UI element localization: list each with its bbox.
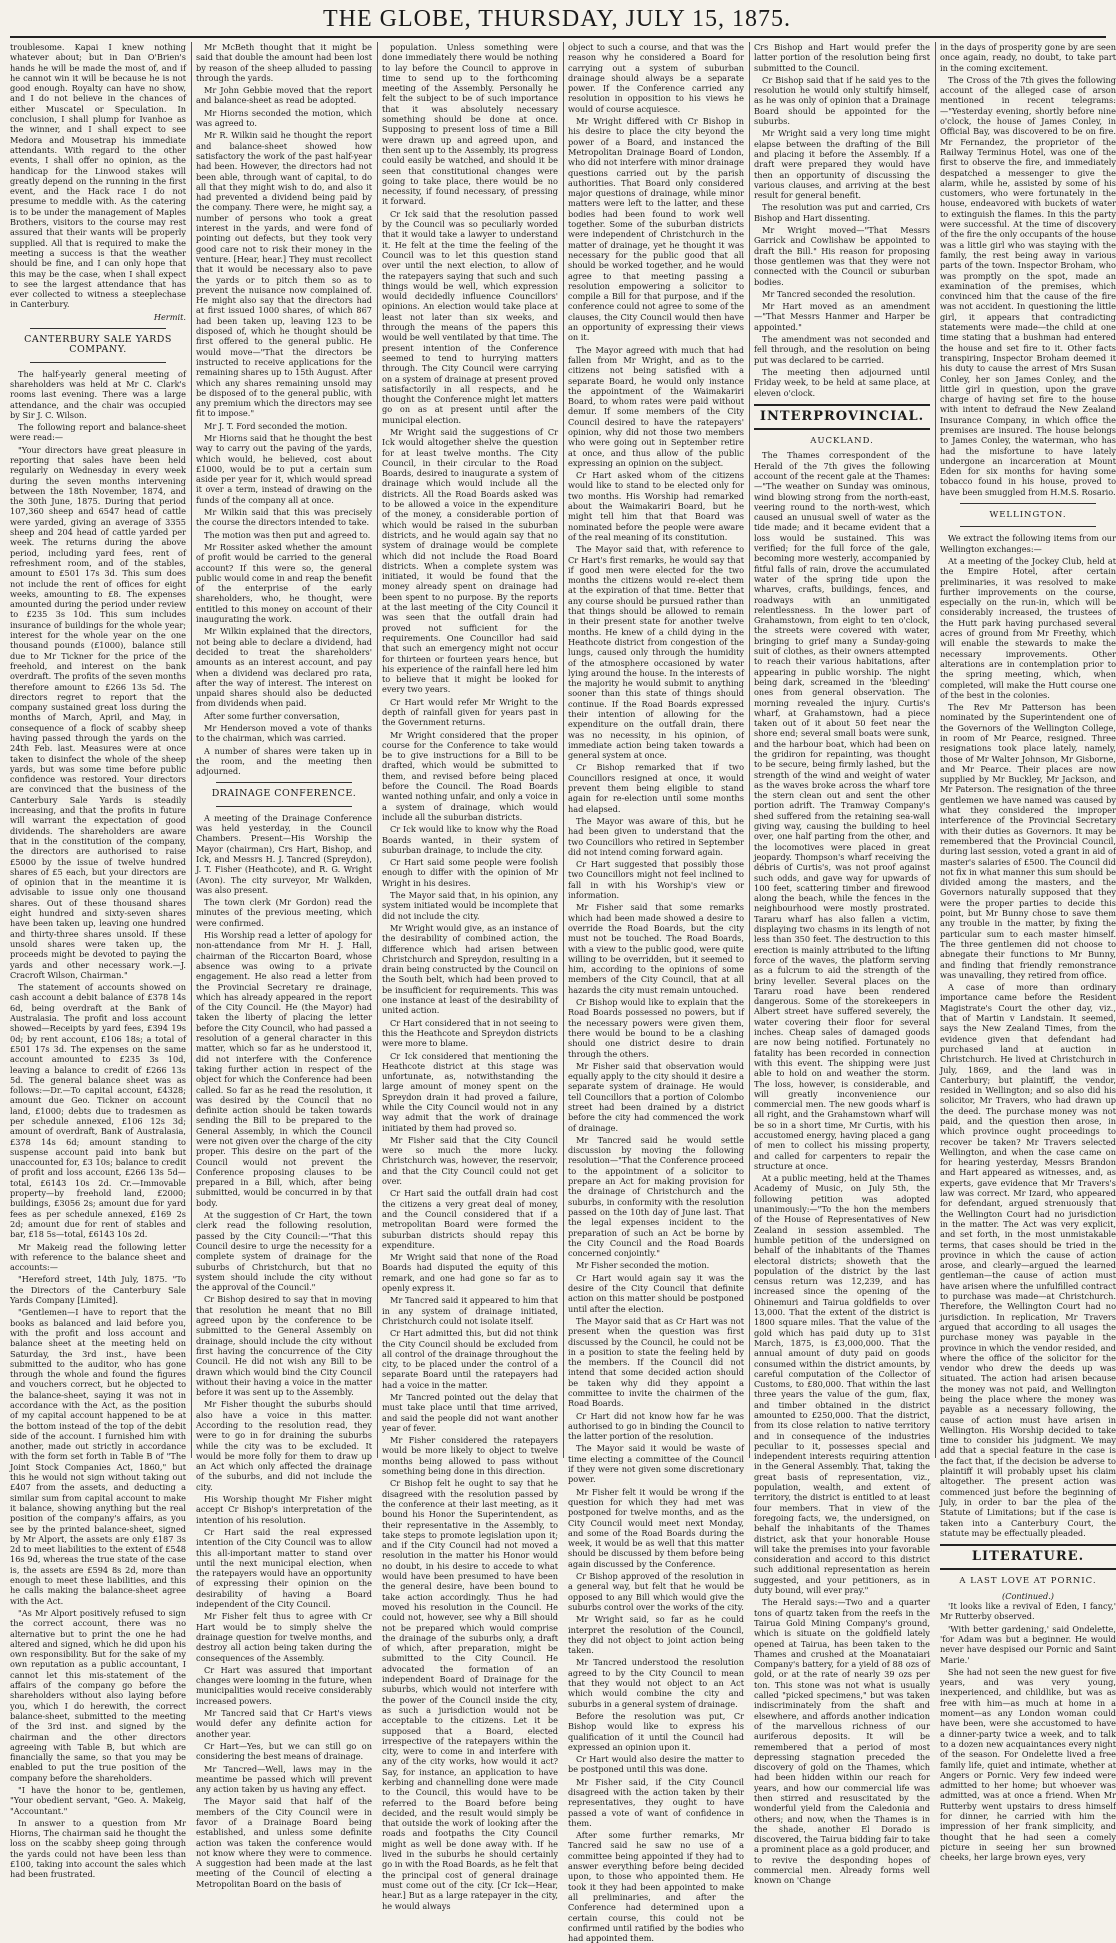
article-paragraph: Cr Bishop approved of the resolution in a general way, but felt that he would be opposed to any Bill which would give the suburbs control over the works of the city. — [568, 1571, 744, 1612]
article-paragraph: Mr Fisher felt thus to agree with Cr Hart would be to simply shelve the drainage question for twelve months, and destroy all action being taken during the consequences of the Assembly. — [196, 1611, 372, 1663]
article-paragraph: The Mayor was aware of this, but he had been given to understand that the two Councillors who retired in September did not intend coming forward again. — [568, 815, 744, 857]
article-paragraph: Cr Bishop said that if he said yes to the resolution he would only stultify himself, as he was only of opinion that a Drainage Board should be appointed for the suburbs. — [754, 74, 930, 127]
article-paragraph: 'With better gardening,' said Ondelette, 'for Adam was but a beginner. He would never have despised our Pornic and Saint Marie.' — [940, 1623, 1116, 1665]
article-paragraph: Cr Hart—Yes, but we can still go on considering the best means of drainage. — [196, 1740, 372, 1762]
article-paragraph: The Cross of the 7th gives the following account of the alleged case of arson mentioned in recent telegrams:—"Yesterday evening, shortly before nine o'clock, the house of James Conley, in Official Bay, was discovered to be on fire. Mr Fernandez, the proprietor of the Railway Terminus Hotel, was one of the first to observe the fire, and immediately despatched a messenger to give the alarm, while he, assisted by some of his customers, who were fortunately in the house, endeavored with buckets of water to extinguish the flames. In this the party were successful. At the time of discovery of the fire the only occupants of the house was a little girl who was staying with the family, the rest being away in various parts of the town. Inspector Broham, who was promptly on the spot, made an examination of the premises, which convinced him that the cause of the fire was not accident. In questioning the little girl, it appears that contradicting statements were made—the child at one time stating that a bushman had entered the house and set fire to it. Other facts transpiring, Inspector Broham deemed it his duty to cause the arrest of Mrs Susan Conley, her son James Conley, and the little girl in question, upon the grave charge of having set fire to the house with intent to defraud the New Zealand Insurance Company, in which office the premises are insured. The house belongs to James Conley, the waterman, who has had the misfortune to have lately undergone an incarceration at Mount Eden for six months for having some tobacco found in his house, proved to have been smuggled from H.M.S. Rosario. — [940, 74, 1116, 497]
section-divider — [30, 362, 166, 363]
article-paragraph: At a meeting of the Jockey Club, held at the Empire Hotel, after certain preliminaries, it was resolved to make further improvements on the course, especially on the run-in, which will be considerably increased, the trustees of the Hutt park having purchased several acres of ground from Mr Freethy, which will enable the stewards to make the necessary improvements. Other alterations are in contemplation prior to the spring meeting, which, when completed, will make the Hutt course one of the best in the colonies. — [940, 555, 1116, 700]
article-paragraph: "Gentlemen—I have to report that the books as balanced and laid before you, with the profit and loss account and balance sheet at the meeting held on Saturday, the 3rd inst., have been submitted to the auditor, who has gone through the whole and found the figures and vouchers correct, but he objected to the balance-sheet, saying it was not in accordance with the Act, as the position of my capital account happened to be at the bottom instead of the top of the debit side of the account. I furnished him with another, made out strictly in accordance with the form set forth in Table B of "The Joint Stock Companies Act, 1860," but this he would not sign without taking out £407 from the assets, and deducting a similar sum from capital account to make it balance, showing anything but the real position of the company's affairs, as you see by the printed balance-sheet, signed by Mr Alport, the assets are only £187 3s 2d to meet liabilities to the extent of £548 16s 9d, whereas the true state of the case is, the assets are £594 8s 2d, more than enough to meet these liabilities, and this he calls making the balance-sheet agree with the Act. — [10, 1307, 186, 1606]
article-paragraph: Mr Tancred said he would settle discussion by moving the following resolution—"That the Conference proceed to the appointment of a solicitor to prepare an Act for making provision for the drainage of Christchurch and the suburbs, in conformity with the resolution passed on the 10th day of June last. That the legal expenses incident to the preparation of such an Act be borne by the City Council and the Road Boards concerned conjointly." — [568, 1134, 744, 1259]
article-paragraph: A number of shares were taken up in the room, and the meeting then adjourned. — [196, 745, 372, 777]
article-paragraph: The Mayor agreed with much that had fallen from Mr Wright, and as to the citizens not being satisfied with a separate Board, he would only instance the appointment of the Waimakariri Board, to whom rates were paid without demur. If some members of the City Council desired to have the ratepayers' opinion, why did not those two members who were going out in September retire at once, and thus allow of the public expressing an opinion on the subject. — [568, 344, 744, 468]
section-heading: INTERPROVINCIAL. — [759, 408, 925, 424]
article-paragraph: The statement of accounts showed on cash account a debit balance of £378 14s 6d, being overdraft at the Bank of Australasia. The profit and loss account showed—Receipts by yard fees, £394 19s 0d; by rent account, £106 18s; a total of £501 17s 3d. The expenses on the same account amounted to £235 3s 10d, leaving a balance to credit of £266 13s 5d. The general balance sheet was as follows:—Dr.—To capital account, £4328; amount due Geo. Tickner on account land, £1000; debts due to tradesmen as per schedule annexed, £106 12s 3d; amount of overdraft, Bank of Australasia, £378 14s 6d; amount standing to suspense account paid into bank but unaccounted for, £3 10s; balance to credit of profit and loss account, £266 13s 5d—total, £6143 10s 2d. Cr.—Immovable property—by freehold land, £2000; buildings, £3056 2s; amount due for yard fees as per schedule annexed, £169 2s 2d; amount due for rent of stables and bar, £18 5s—total, £6143 10s 2d. — [10, 982, 186, 1240]
article-paragraph: Mr Fisher said that observation would equally apply to the city should it desire a separate system of drainage. He would tell Councillors that a portion of Colombo street had been drained by a district before the city had commenced the work of drainage. — [568, 1060, 744, 1133]
article-paragraph: "I have the honor to be, gentlemen, "Your obedient servant, "Geo. A. Makeig, "Accountant." — [10, 1784, 186, 1816]
article-paragraph: The Herald says:—Two and a quarter tons of quartz taken from the reefs in the Tairua Gold Mining Company's ground, which is situate on the goldfield lately opened at Tairua, has been taken to the Thames and crushed at the Moanataiari Company's battery, for a yield of 88 ozs of gold, or at the rate of nearly 39 ozs per ton. This stone was not what is usually called "picked specimens," but was taken indiscriminately from the shaft and elsewhere, and affords another indication of the marvellous richness of our auriferous deposits. It will be remembered that a period of most depressing stagnation preceded the discovery of gold on the Thames, which had been hidden within our reach for years, and how our commercial life was then stirred and resuscitated by the wonderful yield from the Caledonia and others; and now, when the Thames is in the shade, another El Dorado is discovered, the Tairua bidding fair to take a prominent place as a gold producer, and to revive the desponding hopes of commercial men. Already forms well known on 'Change — [754, 1597, 930, 1886]
article-paragraph: After some further remarks, Mr Tancred said he saw no use of a committee being appointed if they had to answer everything before being decided upon, to those who appointed them. He took it they had been appointed to make all preliminaries, and after the Conference had determined upon a certain course, this could not be confirmed until ratified by the bodies who had appointed them. — [568, 1830, 744, 1943]
article-paragraph: His Worship read a letter of apology for non-attendance from Mr H. J. Hall, chairman of the Riccarton Board, whose absence was owing to a private engagement. He also read a letter from the Provincial Secretary re drainage, which has already appeared in the report of the City Council. He (the Mayor) had taken the liberty of placing the letter before the City Council, who had passed a resolution of a general character in this matter, which so far as he understood it, did not interfere with the Conference taking further action in respect of the object for which the Conference had been called. So far as he read the resolution, it was desired by the Council that no definite action should be taken towards sending the Bill to be prepared to the General Assembly, in which the Council were not given over the charge of the city proper. This desire on the part of the Council would not prevent the Conference proposing clauses to be prepared in a Bill, which, after being submitted, would be concurred in by that body. — [196, 930, 372, 1208]
article-paragraph: The Thames correspondent of the Herald of the 7th gives the following account of the recent gale at the Thames:—"The weather on Sunday was ominous, wind blowing strong from the north-east, veering round to the north-west, which caused an unusual swell of water as the tide made; and it became evident that a loss would be sustained. This was verified; for the full force of the gale, becoming more westerly, accompanied by fitful falls of rain, drove the accumulated water of the spring tide upon the wharves, crafts, buildings, fences, and roadways with an unmitigated relentlessness. In the lower part of Grahamstown, from eight to ten o'clock, the streets were covered with water, bringing to grief many a Sunday-going suit of clothes, as their owners attempted to reach their various habitations, after appearing in public worship. The night being dark, screamed in the 'bleeding' ones from general observation. The morning revealed the injury. Curtis's wharf, at Grahamstown, had a piece taken out of it about 50 feet near the shore end; several small boats were sunk, and the harbour boat, which had been on the gridiron for repainting, was thought to be secure, being firmly lashed, but the strength of the wind and weight of water as the waves broke across the wharf tore the stern clean out and sent the other portion adrift. The Tramway Company's shed suffered from the retaining sea-wall giving way, causing the building to heel over, one half parting from the other, and the locomotives were placed in great jeopardy. Thompson's wharf receiving the débris of Curtis's, was not proof against such odds, and gave way for upwards of 100 feet, scattering timber and firewood along the beach, while the fences in the neighbourhood were mostly prostrated. Tararu wharf has also fallen a victim, displaying two chasms in its length of not less than 350 feet. The destruction to this erection is mainly attributed to the lifting force of the waves, the platform serving as a fulcrum to aid the strength of the briny leveller. Several places on the Tararu road have been rendered dangerous. Some of the storekeepers in Albert street have suffered severely, the water covering their floor for several inches. Cheap sales of damaged goods are now being notified. Fortunately no fatality has been recorded in connection with this event. The shipping were just able to hold on and weather the storm. The loss, however, is considerable, and will greatly inconvenience our commercial men. The new goods wharf is all right, and the Grahamstown wharf will be so in a short time, Mr Curtis, with his accustomed energy, having placed a gang of men to collect his missing property, and called for carpenters to repair the structure at once. — [754, 450, 930, 1171]
article-paragraph: The Rev Mr Patterson has been nominated by the Superintendent one of the Governors of the Wellington College, in room of Mr Pearce, resigned. Three resignations took place lately, namely, those of Mr Walter Johnson, Mr Gisborne, and Mr Pearce. Their places are now supplied by Mr Buckley, Mr Jackson, and Mr Paterson. The resignation of the three gentlemen we have named was caused by what they considered the improper interference of the Provincial Secretary with their duties as Governors. It may be remembered that the Provincial Council, during last session, voted a grant in aid of master's salaries of £500. The Council did not fix in what manner this sum should be divided among the masters, and the Governors naturally supposed that they were the proper parties to decide this point, but Mr Bunny chose to save them any trouble in the matter, by fixing the particular sum to each master himself. The three gentlemen did not choose to abnegate their functions to Mr Bunny, and finding that friendly remonstrance was unavailing, they retired from office. — [940, 702, 1116, 980]
article-paragraph: Mr Fisher felt it would be wrong if the question for which they had met was postponed for twelve months, and as the City Council would meet next Monday, and some of the Road Boards during the week, it would be as well that this matter should be discussed by them before being again discussed by the Conference. — [568, 1486, 744, 1569]
article-paragraph: The following report and balance-sheet were read:— — [10, 422, 186, 443]
article-paragraph: Cr Hart said the outfall drain had cost the citizens a very great deal of money, and the Council considered that if a metropolitan Board were formed the suburban districts should repay this expenditure. — [382, 1188, 558, 1250]
article-paragraph: Cr Bishop desired to say that in moving that resolution he meant that no Bill agreed upon by the conference to be submitted to the General Assembly on drainage, should include the city without first having the concurrence of the City Council. He did not wish any Bill to be drawn which would bind the City Council without their having a voice in the matter before it was sent up to the Assembly. — [196, 1294, 372, 1398]
article-paragraph: Cr Bishop felt he ought to say that he disagreed with the resolution passed by the conference at their last meeting, as it bound his Honor the Superintendent, as their representative in the Assembly, to take steps to promote legislation upon it; and if the City Council had not moved a resolution in the matter his Honor would no doubt, in his desire to accede to what would have been presumed to have been the general desire, have been bound to take action accordingly. Thus he had moved his resolution in the Council. He could not, however, see why a Bill should not be prepared which would comprise the drainage of the suburbs only, a draft of which, after preparation, might be submitted to the City Council. He advocated the formation of an independent Board of Drainage for the suburbs, which would not interfere with the power of the Council inside the city, as such a jurisdiction would not be acceptable to the citizens. Let it be supposed that a Board, elected irrespective of the ratepayers within the city, were to come in and interfere with any of the city works, how would it act? Say, for instance, an application to have kerbing and channelling done were made to the Council, this would have to be referred to the Board before being decided, and the result would simply be that outside the work of looking after the roads and footpaths the City Council might as well be done away with. If he lived in the suburbs he should certainly go in with the Road Boards, as he felt that the principal cost of general drainage must come out of the city. [Cr Ick—Hear, hear.] But as a large ratepayer in the city, he would always — [382, 1478, 558, 1911]
article-paragraph: Crs Bishop and Hart would prefer the latter portion of the resolution being first submitted to the Council. — [754, 42, 930, 73]
article-paragraph: 'It looks like a revival of Eden, I fancy,' Mr Rutterby observed. — [940, 1601, 1116, 1622]
column-rule — [377, 42, 378, 1458]
article-paragraph: Mr John Gebbie moved that the report and balance-sheet as read be adopted. — [196, 85, 372, 106]
article-paragraph: We extract the following items from our Wellington exchanges:— — [940, 533, 1116, 554]
column-6 — [940, 42, 1116, 1863]
article-paragraph: Cr Ick considered that mentioning the Heathcote district at this stage was unfortunate, as, notwithstanding the large amount of money spent on the Spreydon drain it had proved a failure, while the City Council would not in any way admit that the work of drainage initiated by them had proved so. — [382, 1050, 558, 1133]
article-paragraph: Mr Fisher considered the ratepayers would be more likely to object to twelve months being allowed to pass without something being done in this direction. — [382, 1435, 558, 1477]
article-paragraph: Cr Ick would like to know why the Road Boards wanted, in their system of suburban drainage, to include the city. — [382, 824, 558, 855]
article-paragraph: Cr Hart did not know how far he was authorised to go in binding the Council to the latter portion of the resolution. — [568, 1410, 744, 1442]
section-heading: DRAINAGE CONFERENCE. — [211, 788, 357, 800]
article-paragraph: Cr Hart suggested that possibly those two Councillors might not feel inclined to fall in with his Worship's view or information. — [568, 859, 744, 901]
article-paragraph: Cr Hart admitted this, but did not think the City Council should be excluded from all control of the drainage throughout the city, to be placed under the control of a separate Board until the ratepayers had had a voice in the matter. — [382, 1328, 558, 1390]
article-paragraph: Mr Wright said a very long time might elapse between the drafting of the Bill and placing it before the Assembly. If a draft were prepared they would have then an opportunity of discussing the various clauses, and arriving at the best result for general benefit. — [754, 128, 930, 201]
article-paragraph: Cr Hart said the real expressed intention of the City Council was to allow this all-important matter to stand over until the next municipal election, when the ratepayers would have an opportunity of expressing their opinion on the desirability of having a Board independent of the City Council. — [196, 1526, 372, 1610]
article-paragraph: in the days of prosperity gone by are seen once again, ready, no doubt, to take part in the coming excitement. — [940, 42, 1116, 73]
section-heading: CANTERBURY SALE YARDS COMPANY. — [24, 334, 172, 356]
column-4 — [568, 42, 744, 1943]
article-paragraph: Mr Wright said the suggestions of Cr Ick would altogether shelve the question for at least twelve months. The City Council, in their circular to the Road Boards, desired to inaugurate a system of drainage which would include all the districts. All the Road Boards asked was to be allowed a voice in the expenditure of the money, a considerable portion of which would be raised in the suburban districts, and he would again say that no system of drainage would be complete which did not include the Road Board districts. When a complete system was initiated, it would be found that the money already spent on drainage had been spent to no purpose. By the reports at the last meeting of the City Council it was seen that the outfall drain had proved not sufficient for the requirements. One Councillor had said that such an emergency might not occur for thirteen or fourteen years hence, but his experience of the rainfall here led him to believe that it might be looked for every two years. — [382, 426, 558, 695]
article-paragraph: The Mayor said that, with reference to Cr Hart's first remarks, he would say that if good men were elected for the two months the citizens would re-elect them at the expiration of that time. Better that any course should be pursued rather than that things should be allowed to remain in their present state for another twelve months. He knew of a child dying in the Heathcote district from congestion of the lungs, caused only through the humidity of the atmosphere occasioned by water lying around the house. In the interests of the majority he would submit to anything sooner than this state of things should continue. If the Road Boards expressed their intention of allowing for the expenditure on the outfall drain, there was no necessity, in his opinion, of immediate action being taken towards a general system at once. — [568, 544, 744, 761]
section-divider — [960, 526, 1096, 527]
column-5 — [754, 42, 930, 1886]
article-paragraph: "Hereford street, 14th July, 1875. "To the Directors of the Canterbury Sale Yards Company [Limited]. — [10, 1274, 186, 1306]
article-paragraph: Mr Rossiter asked whether the amount of profit would be carried to the general account? If this were so, the general public would come in and reap the benefit of the enterprise of the early shareholders, who, he thought, were entitled to this money on account of their inaugurating the work. — [196, 541, 372, 625]
article-paragraph: troublesome. Kapai I knew nothing whatever about; but in Dan O'Brien's hands he will be made the most of, and if he cannot win it will be because he is not good enough. Royalty can have no show, and I do not believe in the chances of either Muscatel or Speculation. In conclusion, I shall plump for Ivanhoe as the winner, and I shall expect to see Medora and Mousetrap his immediate attendants. With regard to the other events, I shall offer no opinion, as the handicap for the Linwood stakes will greatly depend on the running in the first event, and the Hack race I do not presume to meddle with. As the catering is to be under the management of Maples Brothers, visitors to the course may rest assured that their wants will be properly supplied. All that is required to make the meeting a success is that the weather should be fine, and I can only hope that this may be the case, when I shall expect to see the largest attendance that has ever collected to witness a steeplechase in Canterbury. — [10, 42, 186, 310]
article-paragraph: The Mayor said it would be waste of time electing a committee of the Council if they were not given some discretionary power. — [568, 1443, 744, 1485]
article-paragraph: Mr Fisher seconded the motion. — [576, 1260, 710, 1271]
column-rule — [563, 42, 564, 1458]
section-subheading: AUCKLAND. — [810, 436, 874, 447]
article-paragraph: Mr Tancred understood the resolution agreed to by the City Council to mean that they would not object to an Act which would combine the city and suburbs in a general system of drainage. — [568, 1657, 744, 1709]
article-paragraph: Mr McBeth thought that it might be said that double the amount had been lost by reason of the sheep alluded to passing through the yards. — [196, 42, 372, 83]
article-paragraph: Mr Wright considered that the proper course for the Conference to take would be to give instructions for a Bill to be drafted, which would be submitted to them, and revised before being placed before the Council. The Road Boards wanted nothing unfair, and only a voice in a system of drainage, which would include all the suburban districts. — [382, 729, 558, 822]
masthead-rule — [10, 36, 1106, 38]
article-paragraph: Mr Fisher said that some remarks which had been made showed a desire to override the Road Boards, but the city must not be touched. The Road Boards, with a view to the public good, were quite willing to be overridden, but it seemed to him, according to the opinions of some members of the City Council, that at all hazards the city must remain untouched. — [568, 902, 744, 995]
article-paragraph: object to such a course, and that was the reason why he considered a Board for carrying out a system of suburban drainage should always be a separate power. If the Conference carried any resolution in opposition to his views he would of course acquiesce. — [568, 42, 744, 114]
masthead-title: THE GLOBE, THURSDAY, JULY 15, 1875. — [323, 6, 791, 32]
article-paragraph: Mr Tancred—Well, laws may in the meantime be passed which will prevent any action taken by us having any effect. — [196, 1763, 372, 1795]
article-paragraph: Cr Hart said some people were foolish enough to differ with the opinion of Mr Wright in his desires. — [382, 857, 558, 888]
article-paragraph: Mr R. Wilkin said he thought the report and balance-sheet showed how satisfactory the work of the past half-year had been. However, the directors had not been able, through want of capital, to do all that they might wish to do, and also it had prevented a dividend being paid by the company. There were, he might say, a number of persons who took a great interest in the yards, and were fond of pointing out defects, but they took very good care not to risk their money in the venture. [Hear, hear.] They must recollect that it would be necessary also to pave the yards or to pitch them so as to prevent the nuisance now complained of. He might also say that the directors had at first issued 1000 shares, of which 867 had been taken up, leaving 123 to be disposed of, which he thought should be first offered to the general public. He would move—"That the directors be instructed to receive applications for the remaining shares up to 15th August. After which any shares remaining unsold may be disposed of to the general public, with any premium which the directors may see fit to impose." — [196, 130, 372, 419]
article-paragraph: At the suggestion of Cr Hart, the town clerk read the following resolution, passed by the City Council:—"That this Council desire to urge the necessity for a complete system of drainage for the suburbs of Christchurch, but that no system should include the city without the approval of the Council." — [196, 1210, 372, 1293]
section-divider — [940, 1544, 1116, 1546]
article-paragraph: Cr Hart asked whom of the citizens would like to stand to be elected only for two months. His Worship had remarked about the Waimakariri Board, but he might tell him that that Board was nominated before the people were aware of the real meaning of its constitution. — [568, 470, 744, 542]
article-paragraph: Mr Wright moved—"That Messrs Garrick and Cowlishaw be appointed to draft the Bill." His reason for proposing those gentlemen was that they were not connected with the Council or suburban bodies. — [754, 225, 930, 287]
article-paragraph: Cr Bishop would like to explain that the Road Boards possessed no powers, but if the necessary powers were given them, there would be bound to be a clashing should one district desire to drain through the others. — [568, 997, 744, 1059]
story-title: A LAST LOVE AT PORNIC. — [959, 1576, 1097, 1587]
article-paragraph: Mr Wilkin explained that the directors, not being able to declare a dividend, had decided to treat the shareholders' amounts as an interest account, and pay when a dividend was declared pro rata, after the way of interest. The interest on unpaid shares should also be deducted from dividends when paid. — [196, 626, 372, 709]
article-paragraph: Mr Henderson moved a vote of thanks to the chairman, which was carried. — [196, 723, 372, 744]
article-paragraph: "As Mr Alport positively refused to sign the correct account, there was no alternative but to print the one he had altered and signed, which he did upon his own responsibility. But for the sake of my own reputation as a public accountant, I cannot let this mis-statement of the affairs of the company go before the shareholders without also laying before you, which I do herewith, the correct balance-sheet, submitted to the meeting of the 3rd inst. and signed by the chairman and the other directors agreeing with Table B, but which are financially the same, so that you may be enabled to put the true position of the company before the shareholders. — [10, 1607, 186, 1783]
article-paragraph: Cr Hart would refer Mr Wright to the depth of rainfall given for years past in the Government returns. — [382, 696, 558, 728]
article-paragraph: Mr Wright differed with Cr Bishop in his desire to place the city beyond the power of a Board, and instanced the Metropolitan Drainage Board of London, who did not interfere with minor drainage questions carried out by the parish authorities. That Board only considered major questions of drainage, while minor matters were left to the latter, and these bodies had been found to work well together. Some of the suburban districts were independent of Christchurch in the matter of drainage, yet he thought it was necessary for the public good that all should be worked together, and he would agree to that meeting passing a resolution empowering a solicitor to compile a Bill for that purpose, and if the conference could not agree to some of the clauses, the City Council would then have an opportunity of expressing their views on it. — [568, 116, 744, 343]
column-rule — [749, 42, 750, 1458]
article-paragraph: Mr Wilkin said that this was precisely the course the directors intended to take. — [196, 507, 372, 528]
article-paragraph: A meeting of the Drainage Conference was held yesterday, in the Council Chambers. Present—His Worship the Mayor (chairman), Crs Hart, Bishop, and Ick, and Messrs H. J. Tancred (Spreydon), J. T. Fisher (Heathcote), and R. G. Wright (Avon). The city surveyor, Mr Walkden, was also present. — [196, 812, 372, 895]
article-paragraph: population. Unless something were done immediately there would be nothing to lay before the Council to approve in time to send up to the forthcoming meeting of the Assembly. Personally he felt the subject to be of such importance that it was absolutely necessary something should be done at once. Supposing to present loss of time a Bill were drawn up and agreed upon, and then sent up to the Assembly, its progress could easily be watched, and should it be seen that constitutional changes were going to take place, there would be no necessity, if found necessary, of pressing it forward. — [382, 42, 558, 207]
section-heading: WELLINGTON. — [989, 510, 1067, 521]
article-paragraph: Mr Hiorns seconded the motion, which was agreed to. — [196, 107, 372, 129]
article-paragraph: After some further conversation, — [204, 710, 340, 721]
article-paragraph: Mr Fisher thought the suburbs should also have a voice in this matter. According to the resolution read, they were to go in for draining the suburbs while the city was to be excluded. It would be more folly for them to draw up an Act which only affected the drainage of the suburbs, and did not include the city. — [196, 1399, 372, 1492]
section-divider — [940, 1568, 1116, 1570]
section-divider — [30, 328, 166, 329]
article-paragraph: Cr Hart was assured that important changes were looming in the future, when municipalities would receive considerably increased powers. — [196, 1664, 372, 1706]
article-paragraph: Cr Hart considered that in not seeing to this the Heathcote and Spreydon districts were more to blame. — [382, 1017, 558, 1049]
story-continued-note: (Continued.) — [1002, 1590, 1054, 1601]
article-paragraph: The Mayor said that half of the members of the City Council were in favor of a Drainage Board being established, and unless some definite action was taken the conference would not know where they were to commence. A suggestion had been made at the last meeting of the Council of electing a Metropolitan Board on the basis of — [196, 1796, 372, 1889]
article-paragraph: Mr Fisher said, if the City Council disagreed with the action taken by their representatives, they ought to have passed a vote of want of confidence in them. — [568, 1776, 744, 1828]
article-paragraph: The town clerk (Mr Gordon) read the minutes of the previous meeting, which were confirmed. — [196, 897, 372, 928]
section-divider — [960, 503, 1096, 504]
article-paragraph: The amendment was not seconded and fell through, and the resolution on being put was declared to be carried. — [754, 334, 930, 365]
article-paragraph: His Worship thought Mr Fisher might accept Cr Bishop's interpretation of the intention of his resolution. — [196, 1494, 372, 1525]
section-divider — [216, 806, 352, 807]
column-3 — [382, 42, 558, 1911]
article-paragraph: Cr Hart would again say it was the desire of the City Council that definite action on this matter should be postponed until after the election. — [568, 1272, 744, 1314]
article-paragraph: The resolution was put and carried, Crs Bishop and Hart dissenting. — [754, 202, 930, 223]
article-paragraph: Cr Hart would also desire the matter to be postponed until this was done. — [568, 1754, 744, 1775]
article-paragraph: Mr Tancred seconded the resolution. — [762, 288, 916, 299]
article-paragraph: The Mayor said that as Cr Hart was not present when the question was first discussed by the Council, he could not be in a position to state the feeling held by the members. If the Council did not intend that some decided action should be taken why did they appoint a committee to invite the chairmen of the Road Boards. — [568, 1315, 744, 1409]
article-paragraph: Mr J. T. Ford seconded the motion. — [204, 420, 348, 431]
article-paragraph: Mr Makeig read the following letter with reference to the balance sheet and accounts:— — [10, 1241, 186, 1273]
section-divider — [754, 428, 930, 430]
article-paragraph: At a public meeting, held at the Thames Academy of Music, on July 5th, the following petition was adopted unanimously:—"To the hon the members of the House of Representatives of New Zealand in session assembled. The humble petition of the undersigned on behalf of the inhabitants of the Thames electoral districts; showeth that the population of the district by the last census return was 12,239, and has increased since the opening of the Ohinemuri and Tairua goldfields to over 13,000. That the extent of the district is 1800 square miles. That the value of the gold which has paid duty up to 31st March, 1875, is £3,000,000. That the annual amount of duty paid on goods consumed within the district amounts, by careful computation of the Collector of Customs, to £80,000. That within the last three years the value of the gum, flax, and timber obtained in the district amounted to £250,000. That the district, from its close relation to native territory and in consequence of the industries peculiar to it, possesses special and independent interests requiring attention in the General Assembly. That, taking the great basis of representation, viz., population, wealth, and extent of territory, the district is entitled to at least four members. That in view of the foregoing facts, we, the undersigned, on behalf the inhabitants of the Thames district, ask that your honorable House will take the premises into your favorable consideration and accord to this district such additional representation as herein suggested, and your petitioners, as in duty bound, will ever pray." — [754, 1173, 930, 1596]
article-paragraph: Mr Hart moved as an amendment—"That Messrs Hanmer and Harper be appointed." — [754, 301, 930, 332]
section-divider — [216, 782, 352, 783]
article-paragraph: Cr Bishop remarked that if two Councillors resigned at once, it would prevent them being eligible to stand again for re-election until some months had elapsed. — [568, 762, 744, 814]
article-paragraph: Cr Ick said that the resolution passed by the Council was so peculiarly worded that it would take a lawyer to understand it. He felt at the time the feeling of the Council was to let this question stand over until the next election, to allow of the ratepayers saying that such and such things would be well, which expression would decidedly influence Councillors' opinions. An election would take place at least not later than six weeks, and through the means of the papers this would be well ventilated by that time. The present intention of the Conference seemed to tend to hurrying matters through. The City Council were carrying on a system of drainage at present proved satisfactorily in all respects, and he thought the Conference might let matters go on as at present until after the municipal election. — [382, 208, 558, 425]
article-paragraph: A case of more than ordinary importance came before the Resident Magistrate's Court the other day, viz., that of Martin v Landstain. It seemed, says the New Zealand Times, from the evidence given that defendant had purchased land at auction in Christchurch. He lived at Christchurch in July, 1869, and the land was in Canterbury; but plaintiff, the vendor, resided in Wellington; and so also did his solicitor, Mr Travers, who had drawn up the deed. The purchase money was not paid, and the question then arose, in which province ought proceedings to recover be taken? Mr Travers selected Wellington, and when the case came on for hearing yesterday, Messrs Brandon and Hart appeared as witnesses, and, as experts, gave evidence that Mr Travers's law was correct. Mr Izard, who appeared for defendant, argued strenuously that the Wellington Court had no jurisdiction in the matter. The Act was very explicit, and set forth, in the most unmistakable terms, that cases should be tried in the province in which the cause of action arose, and clearly—argued the learned gentleman—the cause of action must have arisen where the unfulfilled contract to purchase was made—at Christchurch. Therefore, the Wellington Court had no jurisdiction. In replication, Mr Travers argued that according to all usages the purchase money was payable in the province in which the vendor resided, and where the office of the solicitor for the vendor who drew the deeds up was situated. The action had arisen because the money was not paid, and Wellington being the place where the money was payable as a necessary following, the cause of action must have arisen in Wellington. His Worship decided to take time to consider his judgment. We may add that a special feature in the case is the fact that, if the decision be adverse to plaintiff it will probably upset his claim altogether. The present action was commenced just before the beginning of July, in order to bar the plea of the Statute of Limitations; but if the case is taken into a Canterbury Court, the statute may be effectually pleaded. — [940, 982, 1116, 1538]
section-heading: LITERATURE. — [971, 1549, 1085, 1565]
article-paragraph: "Your directors have great pleasure in reporting that sales have been held regularly on Wednesday in every week during the seven months intervening between the 18th November, 1874, and the 30th June, 1875. During that period 107,360 sheep and 6547 head of cattle were yarded, giving an average of 3355 sheep and 204 head of cattle yarded per week. The returns during the above period, including yard fees, rent of refreshment room, and of the stables, amount to £501 17s 3d. This sum does not include the rent of offices for eight weeks, amounting to £8. The expenses amounted during the period under review to £235 3s 10d. This sum includes insurance of buildings for the whole year; interest for the whole year on the one thousand pounds (£1000), balance still due to Mr Tickner for the price of the freehold, and interest on the bank overdraft. The profits of the seven months therefore amount to £266 13s 5d. The directors regret to report that the company sustained great loss during the months of March, April, and May, in consequence of a flock of scabby sheep having passed through the yards on the 24th Feb. last. Measures were at once taken to disinfect the whole of the sheep yards, but was some time before public confidence was restored. Your directors are convinced that the business of the Canterbury Sale Yards is steadily increasing, and that the profits in future will warrant the expectation of good dividends. The shareholders are aware that in the constitution of the company, the directors are authorised to raise £5000 by the issue of twelve hundred shares of £5 each, but your directors are of opinion that in the meantime it is advisable to issue only one thousand shares. Out of these thousand shares eight hundred and sixty-seven shares have been taken up, leaving one hundred and thirty-three shares unsold. If these unsold shares were taken up, the proceeds might be devoted to paying the yards and other necessary work.—J. Cracroft Wilson, Chairman." — [10, 444, 186, 980]
article-paragraph: Mr Wright said that none of the Road Boards had disputed the equity of this remark, and one had gone so far as to openly express it. — [382, 1252, 558, 1294]
article-paragraph: The half-yearly general meeting of shareholders was held at Mr C. Clark's rooms last evening. There was a large attendance, and the chair was occupied by Sir J. C. Wilson. — [10, 368, 186, 420]
article-paragraph: Mr Hiorns said that he thought the best way to carry out the paving of the yards, which would, he believed, cost about £1000, would be to put a certain sum aside per year for it, which would spread it over a term, instead of drawing on the funds of the company all at once. — [196, 432, 372, 505]
column-2 — [196, 42, 372, 1889]
article-paragraph: Mr Wright would give, as an instance of the desirability of combined action, the difference which had arisen between Christchurch and Spreydon, resulting in a drain being constructed by the Council on the South belt, which had been proved to be insufficient for requirements. This was one instance at least of the desirability of united action. — [382, 922, 558, 1016]
page-columns — [10, 42, 1116, 1943]
column-rule — [935, 42, 936, 1458]
article-paragraph: Mr Tancred said that Cr Hart's views would defer any definite action for another year. — [196, 1708, 372, 1739]
section-divider — [754, 404, 930, 406]
article-paragraph: Mr Fisher said that the City Council were so much the more lucky. Christchurch was, however, the reservoir, and that the City Council could not get over. — [382, 1134, 558, 1187]
article-paragraph: Mr Wright said, so far as he could interpret the resolution of the Council, they did not object to joint action being taken. — [568, 1614, 744, 1656]
article-paragraph: The Mayor said that, in his opinion, any system initiated would be incomplete that did not include the city. — [382, 890, 558, 921]
article-paragraph: The motion was then put and agreed to. — [204, 529, 371, 540]
column-1 — [10, 42, 186, 1880]
article-paragraph: In answer to a question from Mr Hiorns, The chairman said he thought the loss on the scabby sheep going through the yards could not have been less than £100, taking into account the sales which had been frustrated. — [10, 1817, 186, 1880]
article-paragraph: Before the resolution was put, Cr Bishop would like to express his qualification of it until the Council had expressed an opinion upon it. — [568, 1710, 744, 1752]
author-signature: Hermit. — [153, 311, 186, 322]
column-rule — [191, 42, 192, 1458]
article-paragraph: Mr Tancred said it appeared to him that in any system of drainage initiated, Christchurch could not isolate itself. — [382, 1295, 558, 1326]
article-paragraph: She had not seen the new guest for five years, and was very young, inexperienced, and childlike, but was as free with him—as much at home in a moment—as any London woman could have been, were she accustomed to have a dinner-party twice a week, and to talk to a dozen new acquaintances every night of the season. For Ondelette lived a free family life, quiet and intimate, whether at Angers or Pornic. Very few indeed were admitted to her home; but whoever was admitted, was at once a friend. When Mr Rutterby went upstairs to dress himself for dinner, he carried with him the impression of her frank simplicity, and thought that he had seen a comely picture in seeing her sun browned cheeks, her large brown eyes, very — [940, 1666, 1116, 1863]
article-paragraph: The meeting then adjourned until Friday week, to be held at same place, at eleven o'clock. — [754, 366, 930, 398]
article-paragraph: Mr Tancred pointed out the delay that must take place until that time arrived, and said the people did not want another year of fever. — [382, 1392, 558, 1433]
